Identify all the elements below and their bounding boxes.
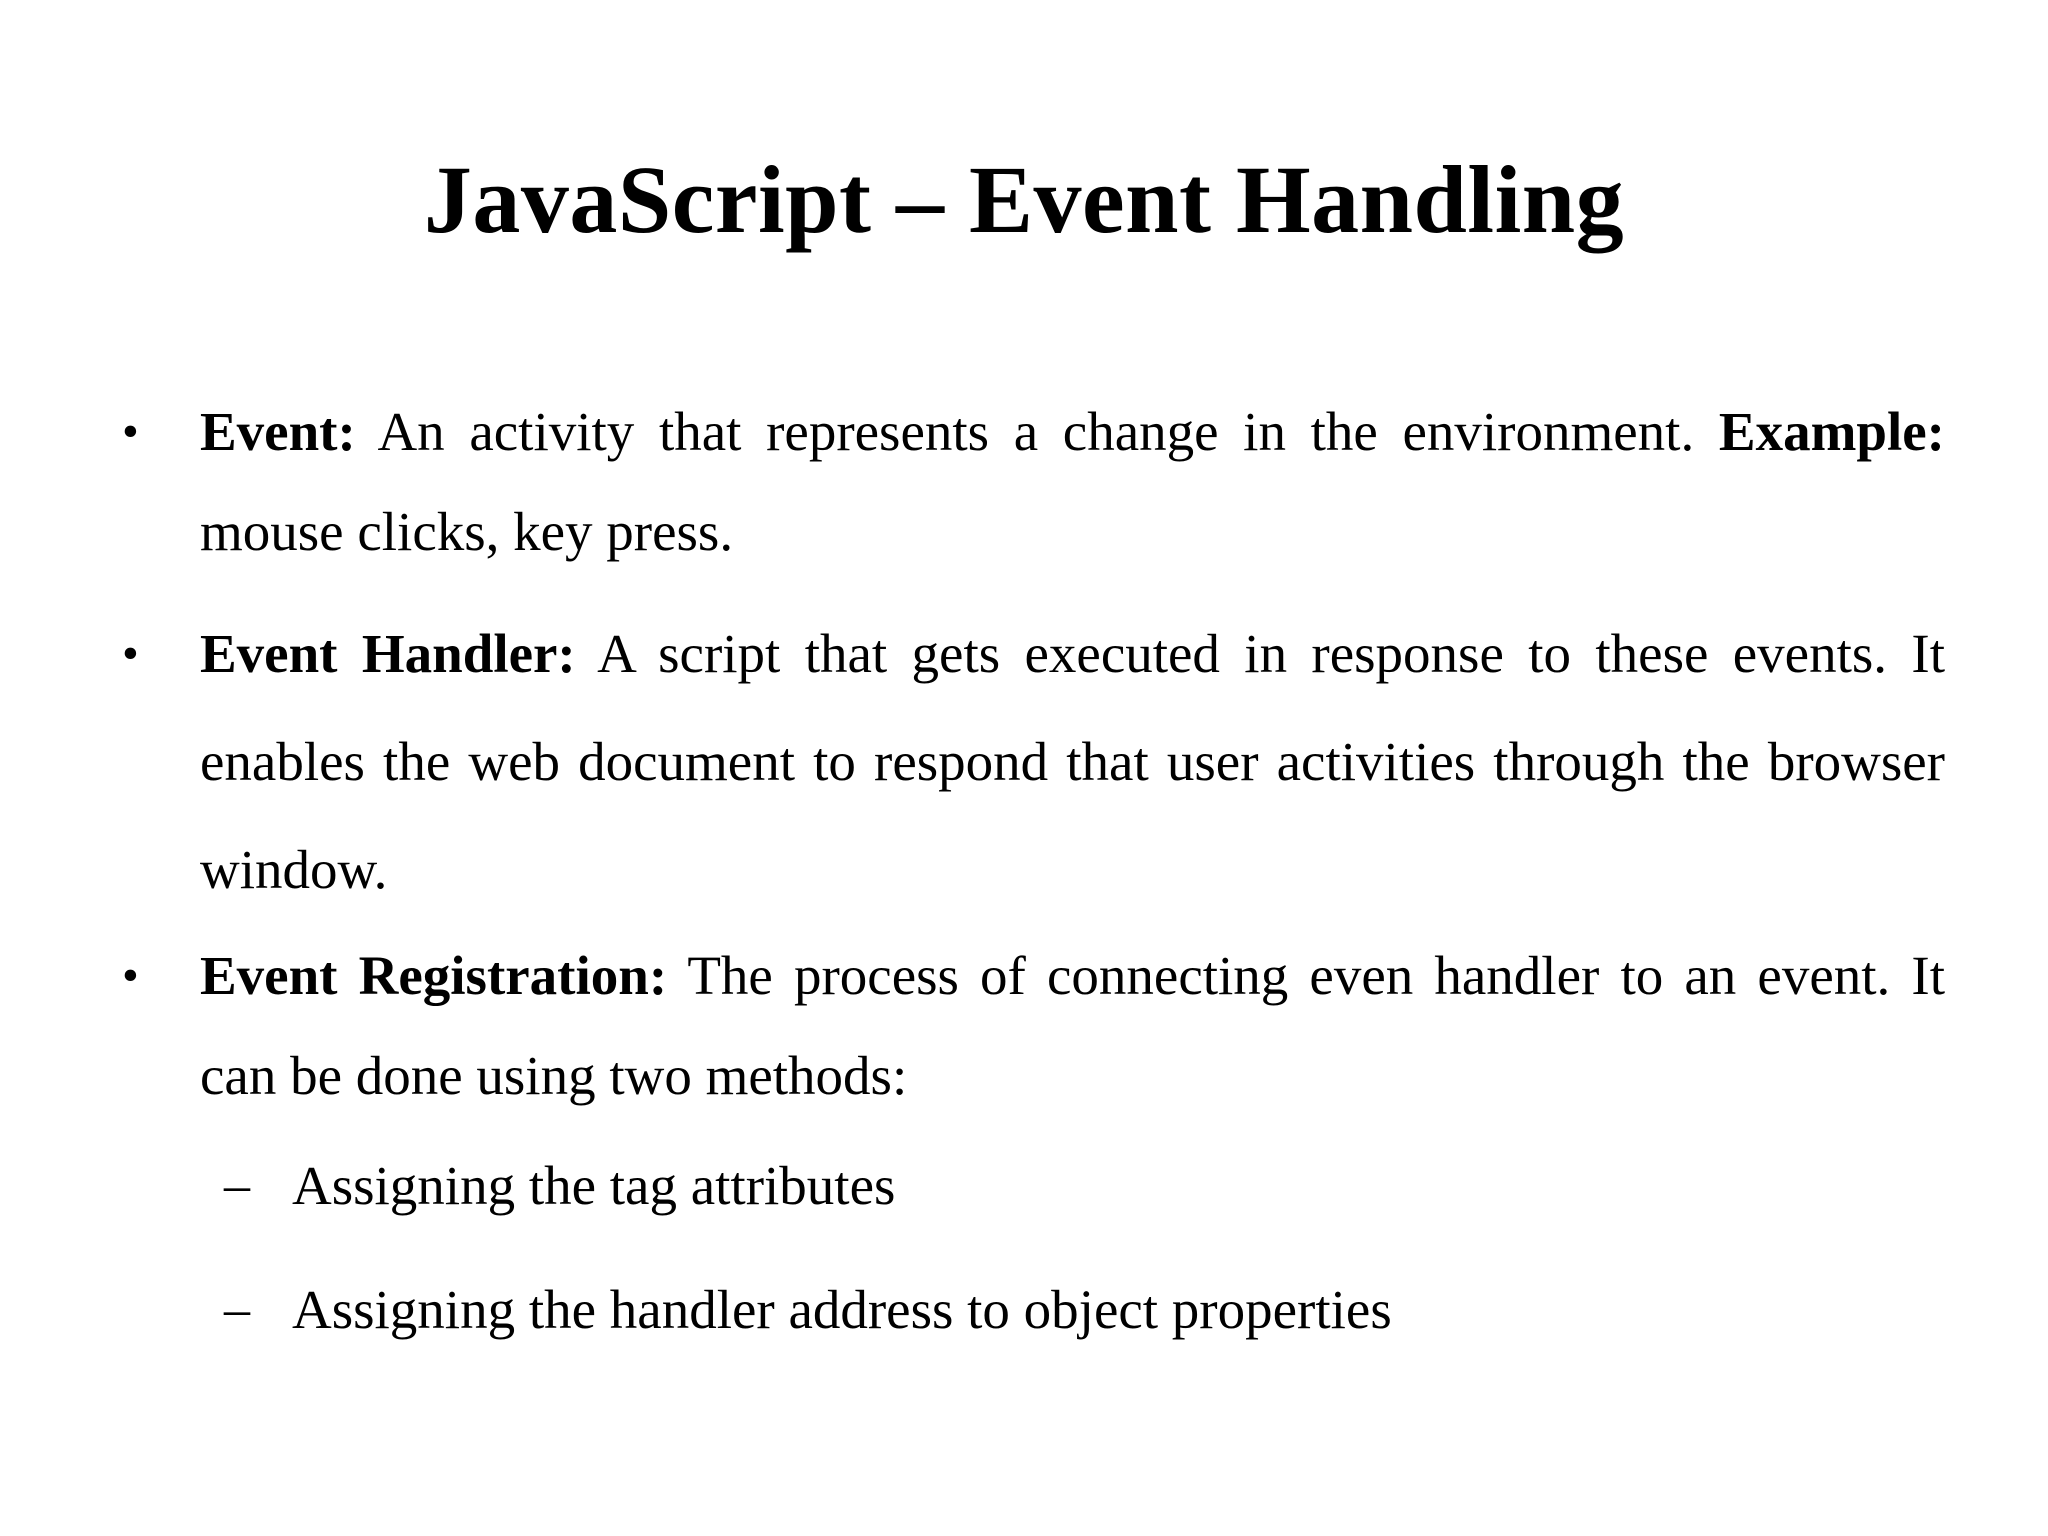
bullet-term-event-registration: Event Registration: — [200, 945, 668, 1006]
sub-item-marker: – — [224, 1157, 250, 1214]
bullet-text-event-handler: A script that gets executed in response to these events. It enables the web document to respond that user activities through the browser window. — [200, 623, 1945, 900]
bullet-marker: • — [122, 949, 139, 1002]
sub-item-text: Assigning the handler address to object properties — [292, 1279, 1392, 1340]
sub-item-marker: – — [224, 1281, 250, 1338]
bullet-text-example: mouse clicks, key press. — [200, 501, 734, 562]
bullet-event-handler — [122, 600, 1945, 924]
bullet-term-event: Event: — [200, 401, 356, 462]
sub-item-text: Assigning the tag attributes — [292, 1155, 896, 1216]
bullet-event — [122, 382, 1945, 582]
sub-item-tag-attributes — [224, 1146, 896, 1226]
bullet-marker: • — [122, 627, 139, 680]
bullet-text-event: An activity that represents a change in the environment. — [355, 401, 1719, 462]
sub-item-object-properties — [224, 1270, 1392, 1350]
bullet-term-event-handler: Event Handler: — [200, 623, 576, 684]
bullet-term-example: Example: — [1718, 401, 1945, 462]
bullet-marker: • — [122, 405, 139, 458]
slide-title: JavaScript – Event Handling — [423, 146, 1625, 253]
bullet-text-event-registration: The process of connecting even handler to an event. It can be done using two methods: — [200, 945, 1945, 1106]
bullet-event-registration — [122, 926, 1945, 1126]
